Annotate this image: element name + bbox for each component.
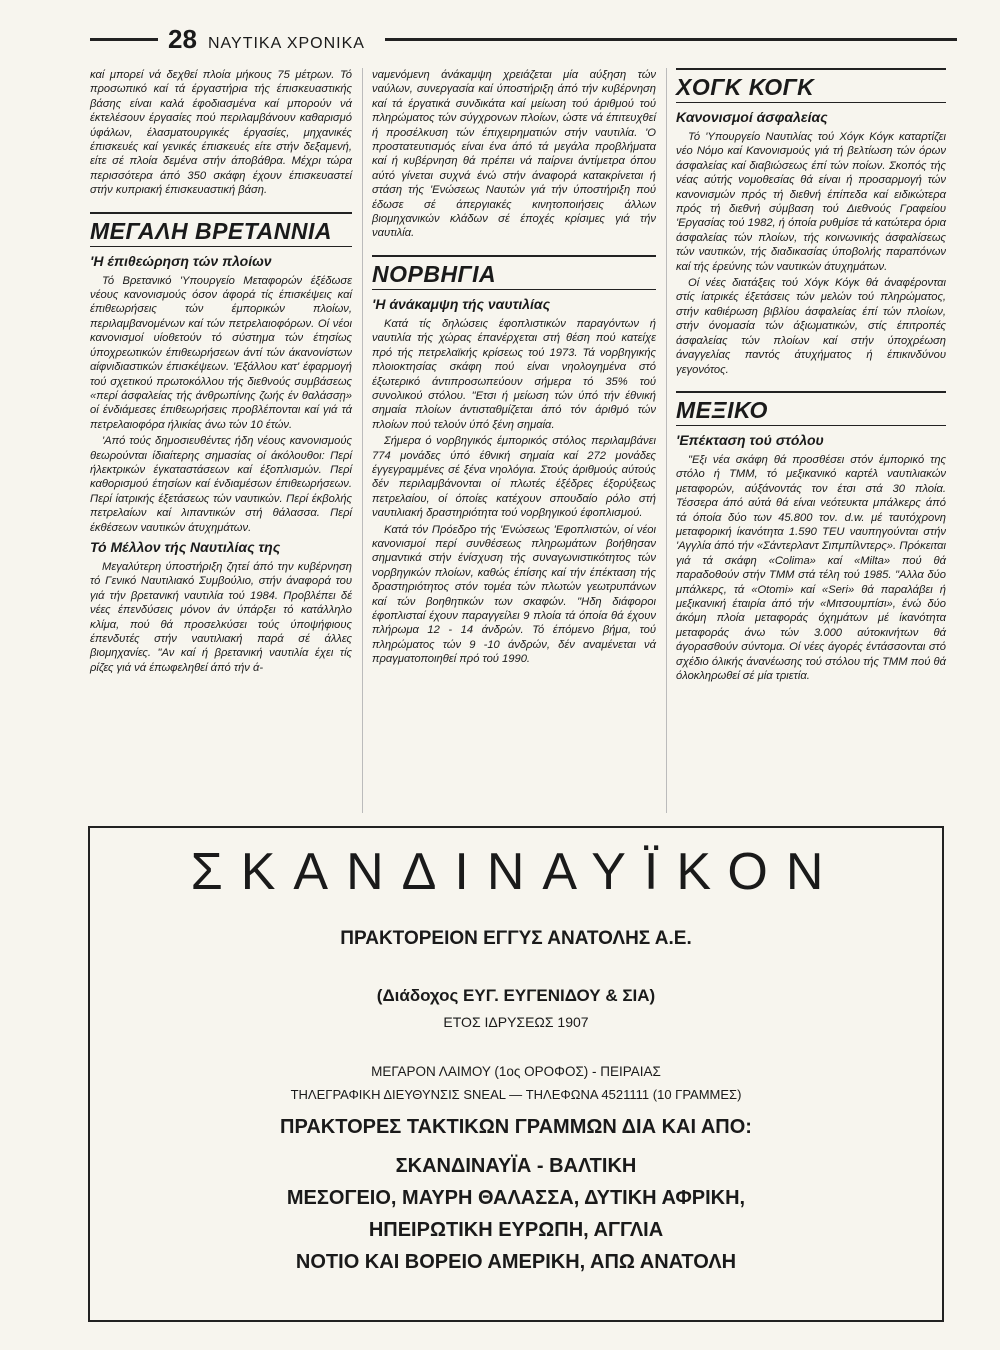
ad-address: ΜΕΓΑΡΟΝ ΛΑΙΜΟΥ (1ος ΟΡΟΦΟΣ) - ΠΕΙΡΑΙΑΣ <box>371 1064 661 1079</box>
col2-intro: ναμενόμενη άνάκαμψη χρειάζεται μία αύξηση τών ναύλων, συνεργασία καί ύποστήριξη άπό τήν κυβέρνηση καί τά έργατικά συνδικάτα καί μείωση τού άριθμού τού πληρώματος τών σύγχρονων πλοίων, ώστε νά έπιτευχθεί ή προσέλκυση τών έπιχειρηματιών στήν ναυτιλία. 'Ο προστατευτισμός είναι ένα άπό τά μεγάλα προβλήματα καί ή κυβέρνηση θά πρέπει νά παίρνει άντίμετρα όπου αύτό γίνεται συχνά ένώ στήν άναφορά κατακρίνεται ή στάση τής 'Ενώσεως Ναυτών γιά τήν ύποστήριξη πού έδωσε σέ άπεργιακές κινητοποιήσεις άλλων βιομηχανικών κλάδων σέ έποχές κρίσιμες γιά τήν ναυτιλία. <box>372 69 656 240</box>
ad-route-3: ΗΠΕΙΡΩΤΙΚΗ ΕΥΡΩΠΗ, ΑΓΓΛΙΑ <box>368 1219 664 1241</box>
subheading-future: Τό Μέλλον τής Ναυτιλίας της <box>90 538 281 555</box>
ad-contact: ΤΗΛΕΓΡΑΦΙΚΗ ΔΙΕΥΘΥΝΣΙΣ SNEAL — ΤΗΛΕΦΩΝΑ 4521111 (10 ΓΡΑΜΜΕΣ) <box>290 1087 742 1102</box>
col3-paragraph-2: Οί νέες διατάξεις τού Χόγκ Κόγκ θά άναφέρονται στίς ίατρικές έξετάσεις τών μελών τού πληρώματος, στήν καθιέρωση βιβλίου άσφαλείας έπί τών πλοίων, στήν όνομασία τών άξιωματικών, στίς έπιτροπές άσφαλείας τών πλοίων καί στήν ύποχρέωση άναγγελίας παντός άτυχήματος ή έπικινδύνου γεγονότος. <box>676 277 946 376</box>
subheading-fleet-expansion: 'Επέκταση τού στόλου <box>676 431 824 448</box>
header-rule-right <box>385 38 957 41</box>
section-header-hongkong <box>676 68 946 103</box>
subheading-inspection: 'Η έπιθεώρηση τών πλοίων <box>90 252 272 269</box>
advertisement-box <box>88 826 944 1322</box>
ad-agents-heading: ΠΡΑΚΤΟΡΕΣ ΤΑΚΤΙΚΩΝ ΓΡΑΜΜΩΝ ΔΙΑ ΚΑΙ ΑΠΟ: <box>280 1116 752 1138</box>
col1-intro: καί μπορεί νά δεχθεί πλοία μήκους 75 μέτρων. Τό προσωπικό καί τά έργαστήρια τής έπισκευαστικής βάσης είναι καλά έφοδιασμένα καί μπορούν νά έκτελέσουν έργασίες πού περιλαμβάνουν καθαρισμό ύφάλων, έλασματουργικές έργασίες, μηχανικές έπισκευές καί γενικές έπισκευές είτε στήν δεξαμενή, είτε σέ πλοία δεμένα στήν άποβάθρα. Μέχρι τώρα περισσότερα άπό 350 σκάφη έχουν έπισκευαστεί στήν κυπριακή έπισκευαστική βάση. <box>90 69 352 197</box>
subheading-safety: Κανονισμοί άσφαλείας <box>676 109 828 125</box>
ad-successor: (Διάδοχος ΕΥΓ. ΕΥΓΕΝΙΔΟΥ & ΣΙΑ) <box>376 986 656 1005</box>
publication-title: ΝΑΥΤΙΚΑ ΧΡΟΝΙΚΑ <box>208 35 365 52</box>
column-divider-2 <box>666 68 667 813</box>
col2-paragraph-2: Σήμερα ό νορβηγικός έμπορικός στόλος περιλαμβάνει 774 μονάδες ύπό έθνική σημαία καί 272 μονάδες έγγεγραμμένες σέ ξένα νηολόγια. Στούς άριθμούς αύτούς δέν περιλαμβάνονται οί πλωτές έξέδρες έξορύξεως πετρελαίου, οί όποίες κατέχουν σπουδαίο ρόλο στή ναυτιλιακή δραστηριότητα τού νορβηγικού έφοπλισμού. <box>372 435 656 520</box>
col2-paragraph-1: Κατά τίς δηλώσεις έφοπλιστικών παραγόντων ή ναυτιλία τής χώρας έπανέρχεται στή θέση πού κατείχε πρό τής πετρελαϊκής κρίσεως τού 1973. Τά νορβηγικής πλοιοκτησίας σκάφη πού είναι νηολογημένα στό έξωτερικό άντιπροσωπεύουν σήμερα τό 35% τού συνολικού στόλου. "Ετσι ή μείωση τών ύπό τήν έθνική σημαία πλοίων άντισταθμίζεται άπό τόν άριθμό τών πλοίων πού τελούν ύπό ξένη σημαία. <box>372 317 656 431</box>
page-number: 28 <box>168 24 197 54</box>
col1-paragraph-1: Τό Βρετανικό 'Υπουργείο Μεταφορών έξέδωσε νέους κανονισμούς όσον άφορά τίς έπισκέψεις καί έπιθεωρήσεις τών έμπορικών πλοίων, περιλαμβανομένων καί τών πετρελαιοφόρων. Οί νέοι κανονισμοί υίοθετούν τό σύστημα τών έτησίως ύποχρεωτικών έπιθεωρήσεων άντί τών άκανονίστων αίφνιδιαστικών έπισκέψεων. 'Εξάλλου κατ' έφαρμογή τού σχετικού πρωτοκόλλου τής διεθνούς συμβάσεως «περί άσφαλείας τής άνθρωπίνης ζωής έν θαλάσσῃ» οί ένδιάμεσες έπιθεωρήσεις προβλέπονται καί γιά τά πετρελαιοφόρα ήλικίας άνω τών 10 έτών. <box>90 274 352 431</box>
ad-route-4: ΝΟΤΙΟ ΚΑΙ ΒΟΡΕΙΟ ΑΜΕΡΙΚΗ, ΑΠΩ ΑΝΑΤΟΛΗ <box>295 1251 737 1273</box>
column-1 <box>90 68 352 677</box>
ad-brand: ΣΚΑΝΔΙΝΑΥΪΚΟΝ <box>190 843 842 901</box>
col2-paragraph-3: Κατά τόν Πρόεδρο τής 'Ενώσεως 'Εφοπλιστών, οί νέοι κανονισμοί περί συνθέσεως πληρωμάτων βοήθησαν σημαντικά στήν ένίσχυση τής συναγωνιστικότητος τών νορβηγικών πλοίων, καθώς έπίσης καί τήν έπέκταση τής δραστηριότητος στόν τομέα τών πλωτών γεωτρυπάνων καί τών βοηθητικών των σκαφών. "Ηδη διάφοροι έφοπλισταί έχουν παραγγείλει 9 πλοία τά όποία θά έχουν πλήρωμα 12 - 14 άνδρών. Τό έπόμενο βήμα, τού πληρώματος τών 9 -10 άνδρών, δέν αναμένεται νά πραγματοποιηθεί πρό τού 1990. <box>372 523 656 666</box>
section-title-hongkong: ΧΟΓΚ ΚΟΓΚ <box>676 74 815 100</box>
ad-company-name: ΠΡΑΚΤΟΡΕΙΟΝ ΕΓΓΥΣ ΑΝΑΤΟΛΗΣ Α.Ε. <box>340 928 692 949</box>
col1-paragraph-2: 'Από τούς δημοσιευθέντες ήδη νέους κανονισμούς θεωρούνται ίδιαίτερης σημασίας οί άκόλουθοι: Περί ήλεκτρικών έγκαταστάσεων καί έξοπλισμών. Περί καθορισμού έτησίων καί ένδιαμέσων έπιθεωρήσεων. Περί ίατρικής έξετάσεως τών ναυτικών. Περί έκβολής πετρελαίων καί λιπαντικών στή θάλασσα. Περί έκθέσεων ναυτικών άτυχημάτων. <box>90 435 352 534</box>
column-2 <box>372 68 656 669</box>
subheading-recovery: 'Η άνάκαμψη τής ναυτιλίας <box>372 295 551 312</box>
col3-paragraph-1: Τό 'Υπουργείο Ναυτιλίας τού Χόγκ Κόγκ καταρτίζει νέο Νόμο καί Κανονισμούς γιά τή βελτίωση τών όρων άσφαλείας καί διαβιώσεως έπί τών ποίων. Σκοπός τής νέας αύτής νομοθεσίας θά είναι ή προσαρμογή τών κανονισμών πρός τή διεθνή έπίπεδα καί ειδικώτερα πρός τή διεθνή σύμβαση τού Διεθνούς Γραφείου 'Εργασίας τού 1982, ή όποία ρυθμίσε τά κατώτερα όρια άσφαλείας τών πλοίων, τής κοινωνικής άσφαλίσεως τών ναυτικών, τής διαδικασίας ύποβολής παραπόνων καί τής έρεύνης τών ναυτικών άτυχημάτων. <box>676 131 946 273</box>
col1-paragraph-3: Μεγαλύτερη ύποστήριξη ζητεί άπό την κυβέρνηση τό Γενικό Ναυτιλιακό Συμβούλιο, στήν άναφορά του γιά τήν βρετανική ναυτιλία τού 1984. Προβλέπει δέ νέες έπενδύσεις μόνον άν ύπάρξει τό κατάλληλο κλίμα, πού θά προσελκύσει τούς ύποψήφιους έπενδυτές στήν ναυτιλιακή παρά σέ άλλες βιομηχανίες. "Αν καί ή βρετανική ναυτιλία έχει τίς ρίζες γιά νά έπωφεληθεί άπό τήν ά- <box>90 560 352 674</box>
ad-route-2: ΜΕΣΟΓΕΙΟ, ΜΑΥΡΗ ΘΑΛΑΣΣΑ, ΔΥΤΙΚΗ ΑΦΡΙΚΗ, <box>286 1187 746 1209</box>
ad-founded: ΕΤΟΣ ΙΔΡΥΣΕΩΣ 1907 <box>443 1014 589 1030</box>
ad-route-1: ΣΚΑΝΔΙΝΑΥΪΑ - ΒΑΛΤΙΚΗ <box>395 1155 637 1177</box>
section-header-uk <box>90 212 352 247</box>
section-title-mexico: ΜΕΞΙΚΟ <box>676 396 768 423</box>
section-title-norway: ΝΟΡΒΗΓΙΑ <box>372 260 497 287</box>
column-3 <box>676 68 946 685</box>
column-divider-1 <box>362 68 363 813</box>
header-rule-left <box>90 38 158 41</box>
section-title-uk: ΜΕΓΑΛΗ ΒΡΕΤΑΝΝΙΑ <box>90 217 332 244</box>
section-header-norway <box>372 255 656 290</box>
col3-paragraph-3: "Εξι νέα σκάφη θά προσθέσει στόν έμπορικό της στόλο ή ΤΜΜ, τό μεξικανικό καρτέλ ναυτιλιακών μεταφορών, αύξάνοντάς τον έτσι στά 30 πλοία. Τέσσερα άπό αύτά θά είναι νεότευκτα μπάλκερς άπό τά όποία δύο των 45.800 τον. d.w. μέ ταυτόχρονη μεταφορική ίκανότητα 1.590 TEU ναυπηγούνται στήν 'Αγγλία άπό τήν «Σάντερλαντ Σιπμπίλντερς». Πρόκειται γιά τά σκάφη «Colima» καί «Milta» πού θά παραδοθούν στήν ΤΜΜ στά τέλη τού 1985. "Αλλα δύο μπάλκερς, τά «Otomi» καί «Seri» θά παραλάβει ή μεξικανική έταιρία άπό τήν «Μιτσουμπίσι», ένώ δύο άκόμη πλοία μεταφοράς όχημάτων μέ ίκανότητα μεταφοράς άνω τών 3.000 αύτοκινήτων θά άγορασθούν σύντομα. Οί νέες άγορές έντάσσονται στό σχέδιο όλικής άνανέωσης τού στόλου τής ΤΜΜ πού θά όλοκληρωθεί σέ μία τριετία. <box>676 453 946 682</box>
section-header-mexico <box>676 391 946 426</box>
